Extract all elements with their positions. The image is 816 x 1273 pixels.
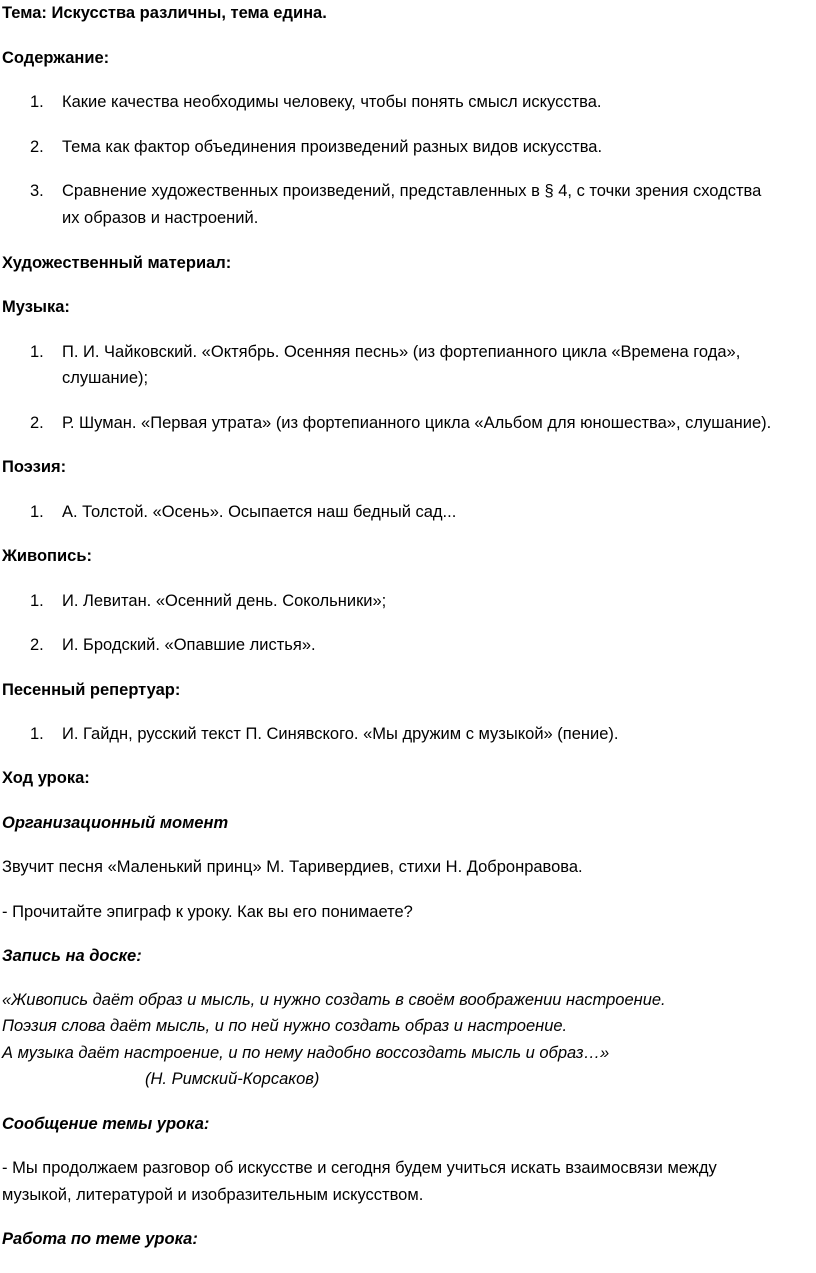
- quote-author: (Н. Римский-Корсаков): [145, 1070, 320, 1088]
- list-item-continuation: их образов и настроений.: [62, 209, 259, 227]
- list-number: 2.: [30, 138, 44, 156]
- list-item: П. И. Чайковский. «Октябрь. Осенняя песнь» (из фортепианного цикла «Времена года»,: [62, 343, 741, 361]
- list-number: 3.: [30, 182, 44, 200]
- lesson-progress-heading: Ход урока:: [2, 769, 90, 787]
- epigraph-prompt: - Прочитайте эпиграф к уроку. Как вы его понимаете?: [2, 903, 413, 921]
- list-item: Тема как фактор объединения произведений разных видов искусства.: [62, 138, 603, 156]
- work-heading: Работа по теме урока:: [2, 1230, 198, 1248]
- org-moment-heading: Организационный момент: [2, 814, 229, 832]
- list-item: Какие качества необходимы человеку, чтобы понять смысл искусства.: [62, 93, 602, 111]
- list-item: И. Бродский. «Опавшие листья».: [62, 636, 316, 654]
- music-heading: Музыка:: [2, 298, 70, 316]
- list-number: 2.: [30, 414, 44, 432]
- board-heading: Запись на доске:: [2, 947, 142, 965]
- list-number: 1.: [30, 343, 44, 361]
- quote-line: Поэзия слова даёт мысль, и по ней нужно создать образ и настроение.: [2, 1017, 568, 1035]
- art-material-heading: Художественный материал:: [2, 254, 232, 272]
- list-number: 1.: [30, 503, 44, 521]
- list-item-continuation: слушание);: [62, 369, 149, 387]
- content-heading: Содержание:: [2, 49, 110, 67]
- song-play-text: Звучит песня «Маленький принц» М. Таривердиев, стихи Н. Добронравова.: [2, 858, 583, 876]
- list-number: 1.: [30, 725, 44, 743]
- topic-message-heading: Сообщение темы урока:: [2, 1115, 210, 1133]
- painting-heading: Живопись:: [2, 547, 92, 565]
- quote-line: А музыка даёт настроение, и по нему надобно воссоздать мысль и образ…»: [2, 1044, 610, 1062]
- quote-line: «Живопись даёт образ и мысль, и нужно создать в своём воображении настроение.: [2, 991, 666, 1009]
- list-number: 2.: [30, 636, 44, 654]
- list-item: Р. Шуман. «Первая утрата» (из фортепианного цикла «Альбом для юношества», слушание).: [62, 414, 772, 432]
- topic-message-line: музыкой, литературой и изобразительным искусством.: [2, 1186, 424, 1204]
- poetry-heading: Поэзия:: [2, 458, 67, 476]
- song-repertoire-heading: Песенный репертуар:: [2, 681, 181, 699]
- list-item: И. Левитан. «Осенний день. Сокольники»;: [62, 592, 387, 610]
- topic-title: Тема: Искусства различны, тема едина.: [2, 4, 327, 22]
- list-item: Сравнение художественных произведений, представленных в § 4, с точки зрения сходства: [62, 182, 762, 200]
- topic-message-line: - Мы продолжаем разговор об искусстве и сегодня будем учиться искать взаимосвязи между: [2, 1159, 717, 1177]
- list-item: И. Гайдн, русский текст П. Синявского. «Мы дружим с музыкой» (пение).: [62, 725, 619, 743]
- list-number: 1.: [30, 93, 44, 111]
- list-item: А. Толстой. «Осень». Осыпается наш бедный сад...: [62, 503, 457, 521]
- list-number: 1.: [30, 592, 44, 610]
